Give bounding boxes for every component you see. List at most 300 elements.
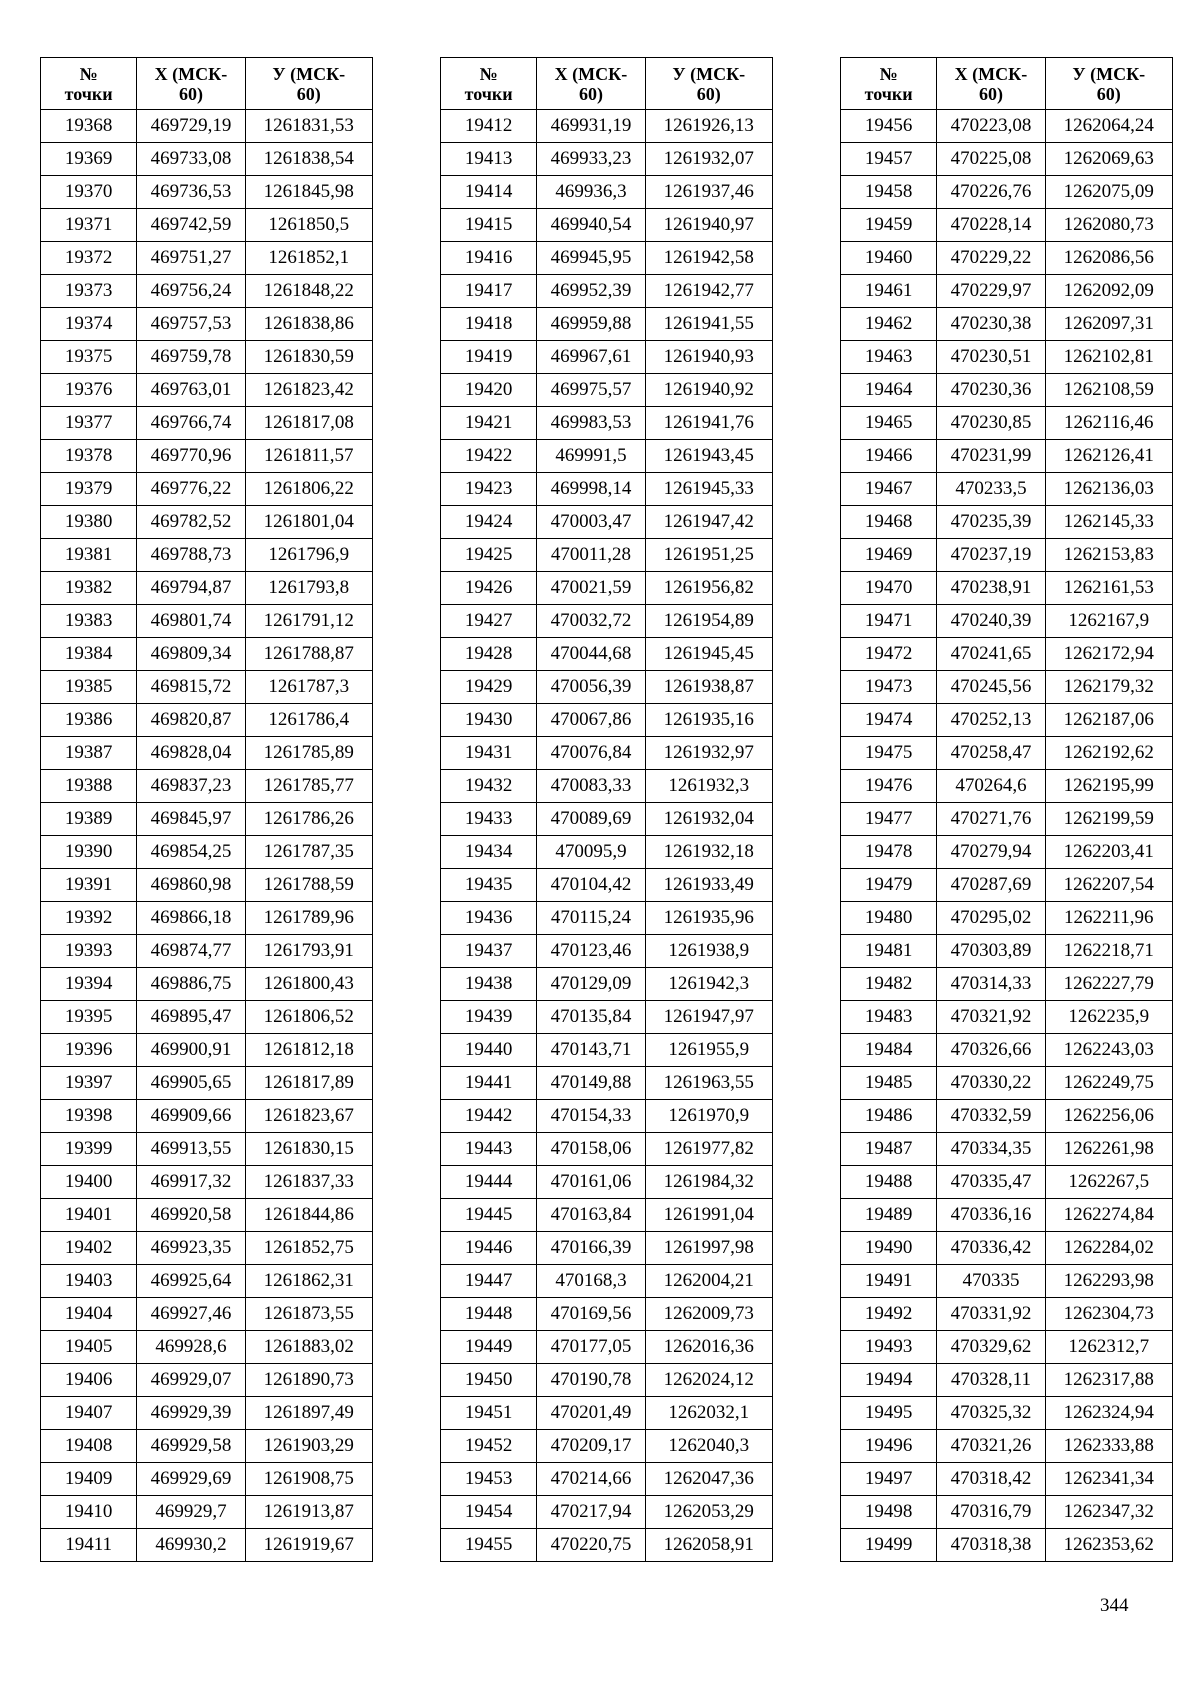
- y-coordinate-cell: 1262317,88: [1045, 1364, 1172, 1397]
- table-row: [41, 1430, 373, 1463]
- y-coordinate-cell: 1262047,36: [645, 1463, 772, 1496]
- point-number-cell: 19383: [41, 605, 137, 638]
- y-coordinate-cell: 1262192,62: [1045, 737, 1172, 770]
- header-y-coordinate: У (МСК- 60): [645, 58, 772, 110]
- x-coordinate-cell: 470332,59: [937, 1100, 1045, 1133]
- y-coordinate-cell: 1262004,21: [645, 1265, 772, 1298]
- point-number-cell: 19397: [41, 1067, 137, 1100]
- x-coordinate-cell: 470334,35: [937, 1133, 1045, 1166]
- point-number-cell: 19404: [41, 1298, 137, 1331]
- x-coordinate-cell: 470230,38: [937, 308, 1045, 341]
- x-coordinate-cell: 469933,23: [537, 143, 645, 176]
- y-coordinate-cell: 1261793,91: [245, 935, 372, 968]
- table-row: [441, 1463, 773, 1496]
- table-row: [841, 374, 1173, 407]
- point-number-cell: 19377: [41, 407, 137, 440]
- table-row: [841, 440, 1173, 473]
- point-number-cell: 19473: [841, 671, 937, 704]
- x-coordinate-cell: 469927,46: [137, 1298, 245, 1331]
- point-number-cell: 19467: [841, 473, 937, 506]
- x-coordinate-cell: 469759,78: [137, 341, 245, 374]
- x-coordinate-cell: 470264,6: [937, 770, 1045, 803]
- x-coordinate-cell: 470021,59: [537, 572, 645, 605]
- y-coordinate-cell: 1262249,75: [1045, 1067, 1172, 1100]
- table-row: [41, 176, 373, 209]
- table-row: [841, 1166, 1173, 1199]
- table-row: [441, 1364, 773, 1397]
- y-coordinate-cell: 1261941,55: [645, 308, 772, 341]
- point-number-cell: 19499: [841, 1529, 937, 1562]
- y-coordinate-cell: 1261932,97: [645, 737, 772, 770]
- x-coordinate-cell: 469913,55: [137, 1133, 245, 1166]
- point-number-cell: 19493: [841, 1331, 937, 1364]
- x-coordinate-cell: 470326,66: [937, 1034, 1045, 1067]
- point-number-cell: 19489: [841, 1199, 937, 1232]
- table-row: [41, 110, 373, 143]
- point-number-cell: 19446: [441, 1232, 537, 1265]
- x-coordinate-cell: 470314,33: [937, 968, 1045, 1001]
- x-coordinate-cell: 470123,46: [537, 935, 645, 968]
- y-coordinate-cell: 1261796,9: [245, 539, 372, 572]
- y-coordinate-cell: 1262179,32: [1045, 671, 1172, 704]
- page-number: 344: [1100, 1595, 1129, 1616]
- point-number-cell: 19485: [841, 1067, 937, 1100]
- point-number-cell: 19472: [841, 638, 937, 671]
- table-row: [441, 407, 773, 440]
- table-row: [441, 110, 773, 143]
- point-number-cell: 19440: [441, 1034, 537, 1067]
- table-row: [841, 1265, 1173, 1298]
- point-number-cell: 19390: [41, 836, 137, 869]
- table-row: [441, 1133, 773, 1166]
- point-number-cell: 19451: [441, 1397, 537, 1430]
- table-row: [41, 572, 373, 605]
- table-row: [41, 803, 373, 836]
- y-coordinate-cell: 1261801,04: [245, 506, 372, 539]
- x-coordinate-cell: 470225,08: [937, 143, 1045, 176]
- point-number-cell: 19474: [841, 704, 937, 737]
- y-coordinate-cell: 1262161,53: [1045, 572, 1172, 605]
- table-row: [841, 308, 1173, 341]
- x-coordinate-cell: 469820,87: [137, 704, 245, 737]
- x-coordinate-cell: 469923,35: [137, 1232, 245, 1265]
- point-number-cell: 19495: [841, 1397, 937, 1430]
- table-row: [841, 968, 1173, 1001]
- table-row: [441, 902, 773, 935]
- table-row: [841, 770, 1173, 803]
- point-number-cell: 19406: [41, 1364, 137, 1397]
- y-coordinate-cell: 1262126,41: [1045, 440, 1172, 473]
- point-number-cell: 19465: [841, 407, 937, 440]
- y-coordinate-cell: 1261984,32: [645, 1166, 772, 1199]
- y-coordinate-cell: 1262341,34: [1045, 1463, 1172, 1496]
- point-number-cell: 19391: [41, 869, 137, 902]
- x-coordinate-cell: 469895,47: [137, 1001, 245, 1034]
- point-number-cell: 19381: [41, 539, 137, 572]
- table-row: [41, 1397, 373, 1430]
- y-coordinate-cell: 1261951,25: [645, 539, 772, 572]
- y-coordinate-cell: 1261945,45: [645, 638, 772, 671]
- x-coordinate-cell: 470067,86: [537, 704, 645, 737]
- y-coordinate-cell: 1261932,04: [645, 803, 772, 836]
- point-number-cell: 19490: [841, 1232, 937, 1265]
- point-number-cell: 19411: [41, 1529, 137, 1562]
- table-row: [441, 1496, 773, 1529]
- y-coordinate-cell: 1262235,9: [1045, 1001, 1172, 1034]
- x-coordinate-cell: 469917,32: [137, 1166, 245, 1199]
- y-coordinate-cell: 1261811,57: [245, 440, 372, 473]
- table-row: [41, 1364, 373, 1397]
- y-coordinate-cell: 1261937,46: [645, 176, 772, 209]
- x-coordinate-cell: 470076,84: [537, 737, 645, 770]
- point-number-cell: 19401: [41, 1199, 137, 1232]
- table-row: [41, 308, 373, 341]
- x-coordinate-cell: 470163,84: [537, 1199, 645, 1232]
- point-number-cell: 19402: [41, 1232, 137, 1265]
- x-coordinate-cell: 469809,34: [137, 638, 245, 671]
- point-number-cell: 19395: [41, 1001, 137, 1034]
- point-number-cell: 19400: [41, 1166, 137, 1199]
- point-number-cell: 19403: [41, 1265, 137, 1298]
- point-number-cell: 19433: [441, 803, 537, 836]
- table-row: [841, 902, 1173, 935]
- x-coordinate-cell: 470129,09: [537, 968, 645, 1001]
- table-row: [41, 1199, 373, 1232]
- table-row: [441, 572, 773, 605]
- point-number-cell: 19461: [841, 275, 937, 308]
- y-coordinate-cell: 1262097,31: [1045, 308, 1172, 341]
- table-row: [41, 1265, 373, 1298]
- point-number-cell: 19483: [841, 1001, 937, 1034]
- x-coordinate-cell: 470168,3: [537, 1265, 645, 1298]
- header-y-coordinate: У (МСК- 60): [245, 58, 372, 110]
- point-number-cell: 19478: [841, 836, 937, 869]
- point-number-cell: 19435: [441, 869, 537, 902]
- x-coordinate-cell: 469930,2: [137, 1529, 245, 1562]
- y-coordinate-cell: 1261942,58: [645, 242, 772, 275]
- y-coordinate-cell: 1261862,31: [245, 1265, 372, 1298]
- header-x-coordinate: X (МСК- 60): [137, 58, 245, 110]
- header-x-coordinate: X (МСК- 60): [537, 58, 645, 110]
- x-coordinate-cell: 470331,92: [937, 1298, 1045, 1331]
- x-coordinate-cell: 470231,99: [937, 440, 1045, 473]
- x-coordinate-cell: 470104,42: [537, 869, 645, 902]
- y-coordinate-cell: 1262274,84: [1045, 1199, 1172, 1232]
- point-number-cell: 19432: [441, 770, 537, 803]
- x-coordinate-cell: 470252,13: [937, 704, 1045, 737]
- table-row: [841, 1331, 1173, 1364]
- y-coordinate-cell: 1262116,46: [1045, 407, 1172, 440]
- header-y-coordinate: У (МСК- 60): [1045, 58, 1172, 110]
- table-row: [441, 1034, 773, 1067]
- x-coordinate-cell: 469936,3: [537, 176, 645, 209]
- point-number-cell: 19443: [441, 1133, 537, 1166]
- point-number-cell: 19420: [441, 374, 537, 407]
- y-coordinate-cell: 1261954,89: [645, 605, 772, 638]
- y-coordinate-cell: 1262145,33: [1045, 506, 1172, 539]
- x-coordinate-cell: 469952,39: [537, 275, 645, 308]
- y-coordinate-cell: 1261787,35: [245, 836, 372, 869]
- y-coordinate-cell: 1262167,9: [1045, 605, 1172, 638]
- table-row: [441, 1067, 773, 1100]
- point-number-cell: 19469: [841, 539, 937, 572]
- x-coordinate-cell: 470229,97: [937, 275, 1045, 308]
- point-number-cell: 19471: [841, 605, 937, 638]
- y-coordinate-cell: 1261788,59: [245, 869, 372, 902]
- y-coordinate-cell: 1261817,08: [245, 407, 372, 440]
- table-row: [841, 1463, 1173, 1496]
- table-row: [41, 506, 373, 539]
- y-coordinate-cell: 1262075,09: [1045, 176, 1172, 209]
- x-coordinate-cell: 469866,18: [137, 902, 245, 935]
- header-point-number: № точки: [841, 58, 937, 110]
- table-row: [841, 671, 1173, 704]
- x-coordinate-cell: 470032,72: [537, 605, 645, 638]
- y-coordinate-cell: 1261787,3: [245, 671, 372, 704]
- y-coordinate-cell: 1261812,18: [245, 1034, 372, 1067]
- x-coordinate-cell: 469794,87: [137, 572, 245, 605]
- point-number-cell: 19419: [441, 341, 537, 374]
- point-number-cell: 19496: [841, 1430, 937, 1463]
- point-number-cell: 19475: [841, 737, 937, 770]
- y-coordinate-cell: 1262218,71: [1045, 935, 1172, 968]
- point-number-cell: 19445: [441, 1199, 537, 1232]
- x-coordinate-cell: 469929,69: [137, 1463, 245, 1496]
- point-number-cell: 19398: [41, 1100, 137, 1133]
- table-row: [441, 242, 773, 275]
- y-coordinate-cell: 1261955,9: [645, 1034, 772, 1067]
- table-row: [41, 1298, 373, 1331]
- y-coordinate-cell: 1261940,97: [645, 209, 772, 242]
- table-row: [441, 341, 773, 374]
- x-coordinate-cell: 470287,69: [937, 869, 1045, 902]
- point-number-cell: 19457: [841, 143, 937, 176]
- table-row: [441, 1265, 773, 1298]
- table-row: [441, 737, 773, 770]
- point-number-cell: 19456: [841, 110, 937, 143]
- table-row: [841, 110, 1173, 143]
- point-number-cell: 19412: [441, 110, 537, 143]
- table-row: [441, 1298, 773, 1331]
- point-number-cell: 19410: [41, 1496, 137, 1529]
- y-coordinate-cell: 1262324,94: [1045, 1397, 1172, 1430]
- point-number-cell: 19455: [441, 1529, 537, 1562]
- y-coordinate-cell: 1262293,98: [1045, 1265, 1172, 1298]
- point-number-cell: 19480: [841, 902, 937, 935]
- table-row: [441, 770, 773, 803]
- point-number-cell: 19429: [441, 671, 537, 704]
- point-number-cell: 19407: [41, 1397, 137, 1430]
- point-number-cell: 19393: [41, 935, 137, 968]
- point-number-cell: 19437: [441, 935, 537, 968]
- y-coordinate-cell: 1261932,18: [645, 836, 772, 869]
- y-coordinate-cell: 1261903,29: [245, 1430, 372, 1463]
- point-number-cell: 19413: [441, 143, 537, 176]
- table-row: [841, 1397, 1173, 1430]
- table-row: [841, 737, 1173, 770]
- y-coordinate-cell: 1261942,77: [645, 275, 772, 308]
- table-row: [441, 506, 773, 539]
- y-coordinate-cell: 1261963,55: [645, 1067, 772, 1100]
- x-coordinate-cell: 470303,89: [937, 935, 1045, 968]
- table-row: [41, 704, 373, 737]
- x-coordinate-cell: 470230,85: [937, 407, 1045, 440]
- x-coordinate-cell: 469967,61: [537, 341, 645, 374]
- x-coordinate-cell: 470220,75: [537, 1529, 645, 1562]
- table-row: [41, 374, 373, 407]
- x-coordinate-cell: 470233,5: [937, 473, 1045, 506]
- point-number-cell: 19425: [441, 539, 537, 572]
- y-coordinate-cell: 1262032,1: [645, 1397, 772, 1430]
- y-coordinate-cell: 1262016,36: [645, 1331, 772, 1364]
- point-number-cell: 19448: [441, 1298, 537, 1331]
- table-row: [841, 275, 1173, 308]
- x-coordinate-cell: 470201,49: [537, 1397, 645, 1430]
- y-coordinate-cell: 1262153,83: [1045, 539, 1172, 572]
- point-number-cell: 19464: [841, 374, 937, 407]
- point-number-cell: 19431: [441, 737, 537, 770]
- y-coordinate-cell: 1261970,9: [645, 1100, 772, 1133]
- x-coordinate-cell: 469929,07: [137, 1364, 245, 1397]
- x-coordinate-cell: 469770,96: [137, 440, 245, 473]
- table-row: [41, 968, 373, 1001]
- table-row: [41, 1034, 373, 1067]
- x-coordinate-cell: 470258,47: [937, 737, 1045, 770]
- table-row: [441, 1199, 773, 1232]
- table-row: [841, 638, 1173, 671]
- table-row: [441, 1232, 773, 1265]
- x-coordinate-cell: 469729,19: [137, 110, 245, 143]
- table-row: [441, 440, 773, 473]
- x-coordinate-cell: 470245,56: [937, 671, 1045, 704]
- x-coordinate-cell: 470316,79: [937, 1496, 1045, 1529]
- x-coordinate-cell: 469757,53: [137, 308, 245, 341]
- point-number-cell: 19385: [41, 671, 137, 704]
- point-number-cell: 19423: [441, 473, 537, 506]
- y-coordinate-cell: 1261890,73: [245, 1364, 372, 1397]
- point-number-cell: 19424: [441, 506, 537, 539]
- table-row: [41, 902, 373, 935]
- x-coordinate-cell: 469736,53: [137, 176, 245, 209]
- x-coordinate-cell: 470328,11: [937, 1364, 1045, 1397]
- x-coordinate-cell: 470044,68: [537, 638, 645, 671]
- y-coordinate-cell: 1261845,98: [245, 176, 372, 209]
- table-row: [841, 506, 1173, 539]
- table-row: [41, 836, 373, 869]
- y-coordinate-cell: 1262040,3: [645, 1430, 772, 1463]
- table-row: [841, 836, 1173, 869]
- x-coordinate-cell: 469983,53: [537, 407, 645, 440]
- point-number-cell: 19415: [441, 209, 537, 242]
- table-row: [841, 935, 1173, 968]
- table-row: [841, 704, 1173, 737]
- y-coordinate-cell: 1261823,42: [245, 374, 372, 407]
- point-number-cell: 19376: [41, 374, 137, 407]
- y-coordinate-cell: 1261919,67: [245, 1529, 372, 1562]
- y-coordinate-cell: 1261940,92: [645, 374, 772, 407]
- point-number-cell: 19387: [41, 737, 137, 770]
- point-number-cell: 19449: [441, 1331, 537, 1364]
- table-row: [41, 638, 373, 671]
- point-number-cell: 19484: [841, 1034, 937, 1067]
- point-number-cell: 19447: [441, 1265, 537, 1298]
- x-coordinate-cell: 469854,25: [137, 836, 245, 869]
- y-coordinate-cell: 1261838,54: [245, 143, 372, 176]
- y-coordinate-cell: 1262256,06: [1045, 1100, 1172, 1133]
- table-row: [41, 737, 373, 770]
- y-coordinate-cell: 1261785,89: [245, 737, 372, 770]
- x-coordinate-cell: 469788,73: [137, 539, 245, 572]
- point-number-cell: 19479: [841, 869, 937, 902]
- x-coordinate-cell: 470089,69: [537, 803, 645, 836]
- x-coordinate-cell: 470161,06: [537, 1166, 645, 1199]
- point-number-cell: 19426: [441, 572, 537, 605]
- x-coordinate-cell: 470056,39: [537, 671, 645, 704]
- y-coordinate-cell: 1261926,13: [645, 110, 772, 143]
- y-coordinate-cell: 1262053,29: [645, 1496, 772, 1529]
- table-row: [841, 1430, 1173, 1463]
- x-coordinate-cell: 469776,22: [137, 473, 245, 506]
- table-row: [841, 1133, 1173, 1166]
- x-coordinate-cell: 469959,88: [537, 308, 645, 341]
- point-number-cell: 19408: [41, 1430, 137, 1463]
- table-row: [441, 209, 773, 242]
- table-row: [441, 836, 773, 869]
- y-coordinate-cell: 1262312,7: [1045, 1331, 1172, 1364]
- x-coordinate-cell: 470143,71: [537, 1034, 645, 1067]
- x-coordinate-cell: 470217,94: [537, 1496, 645, 1529]
- table-row: [41, 1166, 373, 1199]
- point-number-cell: 19442: [441, 1100, 537, 1133]
- y-coordinate-cell: 1262243,03: [1045, 1034, 1172, 1067]
- point-number-cell: 19482: [841, 968, 937, 1001]
- x-coordinate-cell: 470095,9: [537, 836, 645, 869]
- y-coordinate-cell: 1261785,77: [245, 770, 372, 803]
- point-number-cell: 19497: [841, 1463, 937, 1496]
- x-coordinate-cell: 469733,08: [137, 143, 245, 176]
- table-row: [41, 770, 373, 803]
- x-coordinate-cell: 469998,14: [537, 473, 645, 506]
- x-coordinate-cell: 469801,74: [137, 605, 245, 638]
- x-coordinate-cell: 470003,47: [537, 506, 645, 539]
- table-row: [441, 1529, 773, 1562]
- y-coordinate-cell: 1262024,12: [645, 1364, 772, 1397]
- table-row: [841, 242, 1173, 275]
- table-row: [441, 1430, 773, 1463]
- point-number-cell: 19414: [441, 176, 537, 209]
- point-number-cell: 19382: [41, 572, 137, 605]
- x-coordinate-cell: 469991,5: [537, 440, 645, 473]
- point-number-cell: 19476: [841, 770, 937, 803]
- table-row: [441, 935, 773, 968]
- point-number-cell: 19452: [441, 1430, 537, 1463]
- point-number-cell: 19462: [841, 308, 937, 341]
- table-row: [41, 242, 373, 275]
- table-row: [41, 473, 373, 506]
- y-coordinate-cell: 1261991,04: [645, 1199, 772, 1232]
- x-coordinate-cell: 470318,42: [937, 1463, 1045, 1496]
- point-number-cell: 19470: [841, 572, 937, 605]
- x-coordinate-cell: 470149,88: [537, 1067, 645, 1100]
- y-coordinate-cell: 1261947,97: [645, 1001, 772, 1034]
- point-number-cell: 19438: [441, 968, 537, 1001]
- coordinates-table-1: [40, 57, 373, 1562]
- x-coordinate-cell: 469815,72: [137, 671, 245, 704]
- y-coordinate-cell: 1262058,91: [645, 1529, 772, 1562]
- y-coordinate-cell: 1261823,67: [245, 1100, 372, 1133]
- x-coordinate-cell: 470135,84: [537, 1001, 645, 1034]
- table-row: [441, 869, 773, 902]
